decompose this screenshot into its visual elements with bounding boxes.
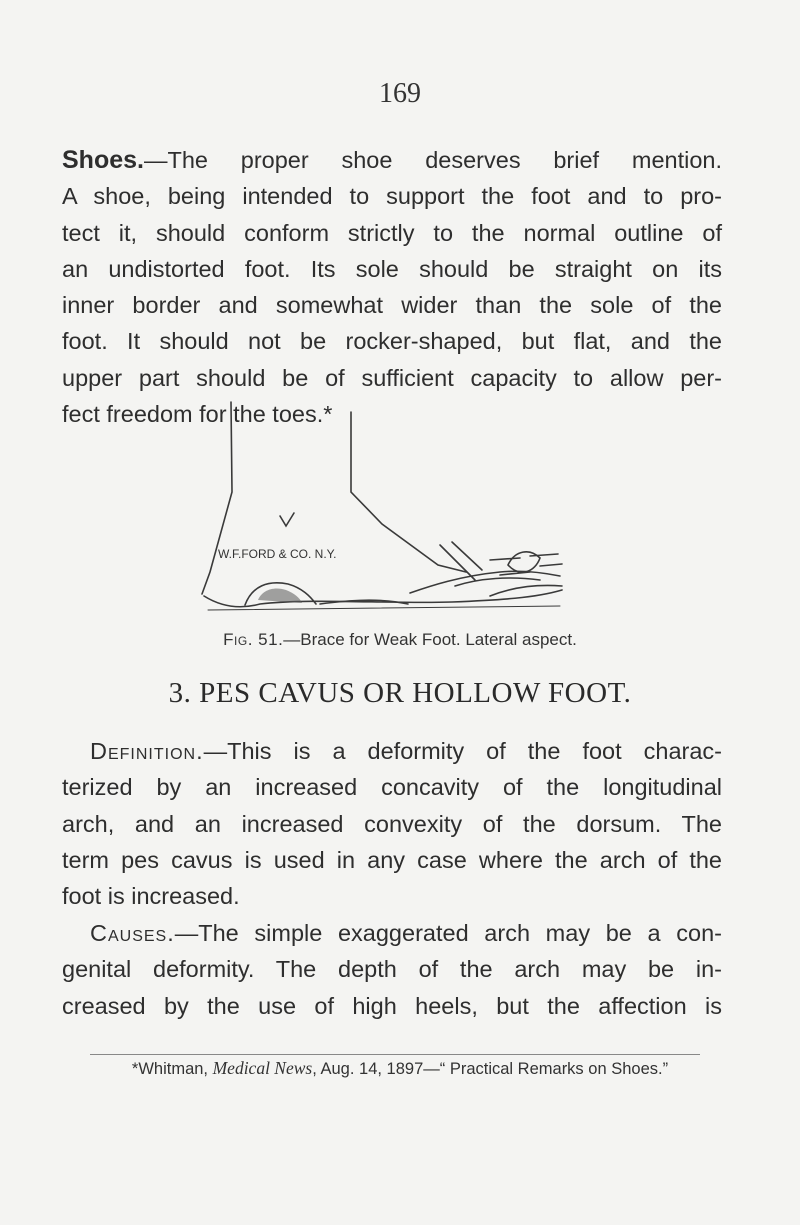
brace-illustration bbox=[190, 400, 590, 625]
shoes-paragraph bbox=[62, 142, 722, 432]
text-line: A shoe, being intended to support the foot and to pro- bbox=[62, 183, 722, 210]
text-line: Causes.—The simple exaggerated arch may be a con- bbox=[90, 920, 722, 946]
journal-title: Medical News bbox=[212, 1058, 313, 1078]
text-line: an undistorted foot. Its sole should be straight on its bbox=[62, 255, 722, 282]
text-line: arch, and an increased convexity of the dorsum. The bbox=[62, 810, 722, 837]
text-line: foot. It should not be rocker-shaped, but flat, and the bbox=[62, 328, 722, 355]
brace-upright-front bbox=[351, 412, 466, 572]
text-line: terized by an increased concavity of the longitudinal bbox=[62, 774, 722, 801]
text-line: foot is increased. bbox=[62, 883, 240, 910]
base-line bbox=[208, 606, 560, 610]
text-line: tect it, should conform strictly to the normal outline of bbox=[62, 219, 722, 246]
toe-spring-3 bbox=[490, 585, 562, 596]
footnote: *Whitman, Medical News, Aug. 14, 1897—“ Practical Remarks on Shoes.” bbox=[131, 1058, 669, 1078]
causes-paragraph bbox=[62, 915, 722, 1024]
definition-paragraph bbox=[62, 733, 722, 914]
footnote-divider bbox=[90, 1054, 700, 1055]
text-line: fect freedom for the toes.* bbox=[62, 401, 333, 428]
text-line: inner border and somewhat wider than the sole of the bbox=[62, 292, 722, 319]
page-number: 169 bbox=[379, 78, 421, 109]
strap-line bbox=[452, 542, 482, 570]
text-line: genital deformity. The depth of the arch may be in- bbox=[62, 956, 722, 983]
heel-hatching bbox=[258, 588, 302, 603]
brace-joint-mark bbox=[280, 513, 294, 526]
brace-upright-rear bbox=[202, 402, 232, 594]
figure-caption bbox=[0, 630, 800, 650]
toe-spring-1 bbox=[410, 571, 560, 593]
caption-text: —Brace for Weak Foot. Lateral aspect. bbox=[283, 630, 577, 649]
toe-spring-2 bbox=[455, 578, 540, 586]
text-line: upper part should be of sufficient capacity to allow per- bbox=[62, 364, 722, 391]
definition-label: Definition. bbox=[90, 738, 204, 764]
shoes-lead: Shoes. bbox=[62, 146, 144, 174]
foot-plate bbox=[204, 590, 562, 607]
caption-label: Fig. 51. bbox=[223, 630, 284, 649]
text-line: creased by the use of high heels, but the affection is bbox=[62, 992, 722, 1019]
text-line: Shoes.—The proper shoe deserves brief mention. bbox=[62, 146, 722, 174]
text-line: Definition.—This is a deformity of the foot charac- bbox=[90, 738, 722, 764]
section-heading: 3. PES CAVUS OR HOLLOW FOOT. bbox=[168, 677, 632, 709]
engraver-mark: W.F.FORD & CO. N.Y. bbox=[218, 547, 337, 561]
causes-label: Causes. bbox=[90, 920, 175, 946]
text-line: term pes cavus is used in any case where the arch of the bbox=[62, 846, 722, 873]
strap-line bbox=[440, 545, 475, 580]
